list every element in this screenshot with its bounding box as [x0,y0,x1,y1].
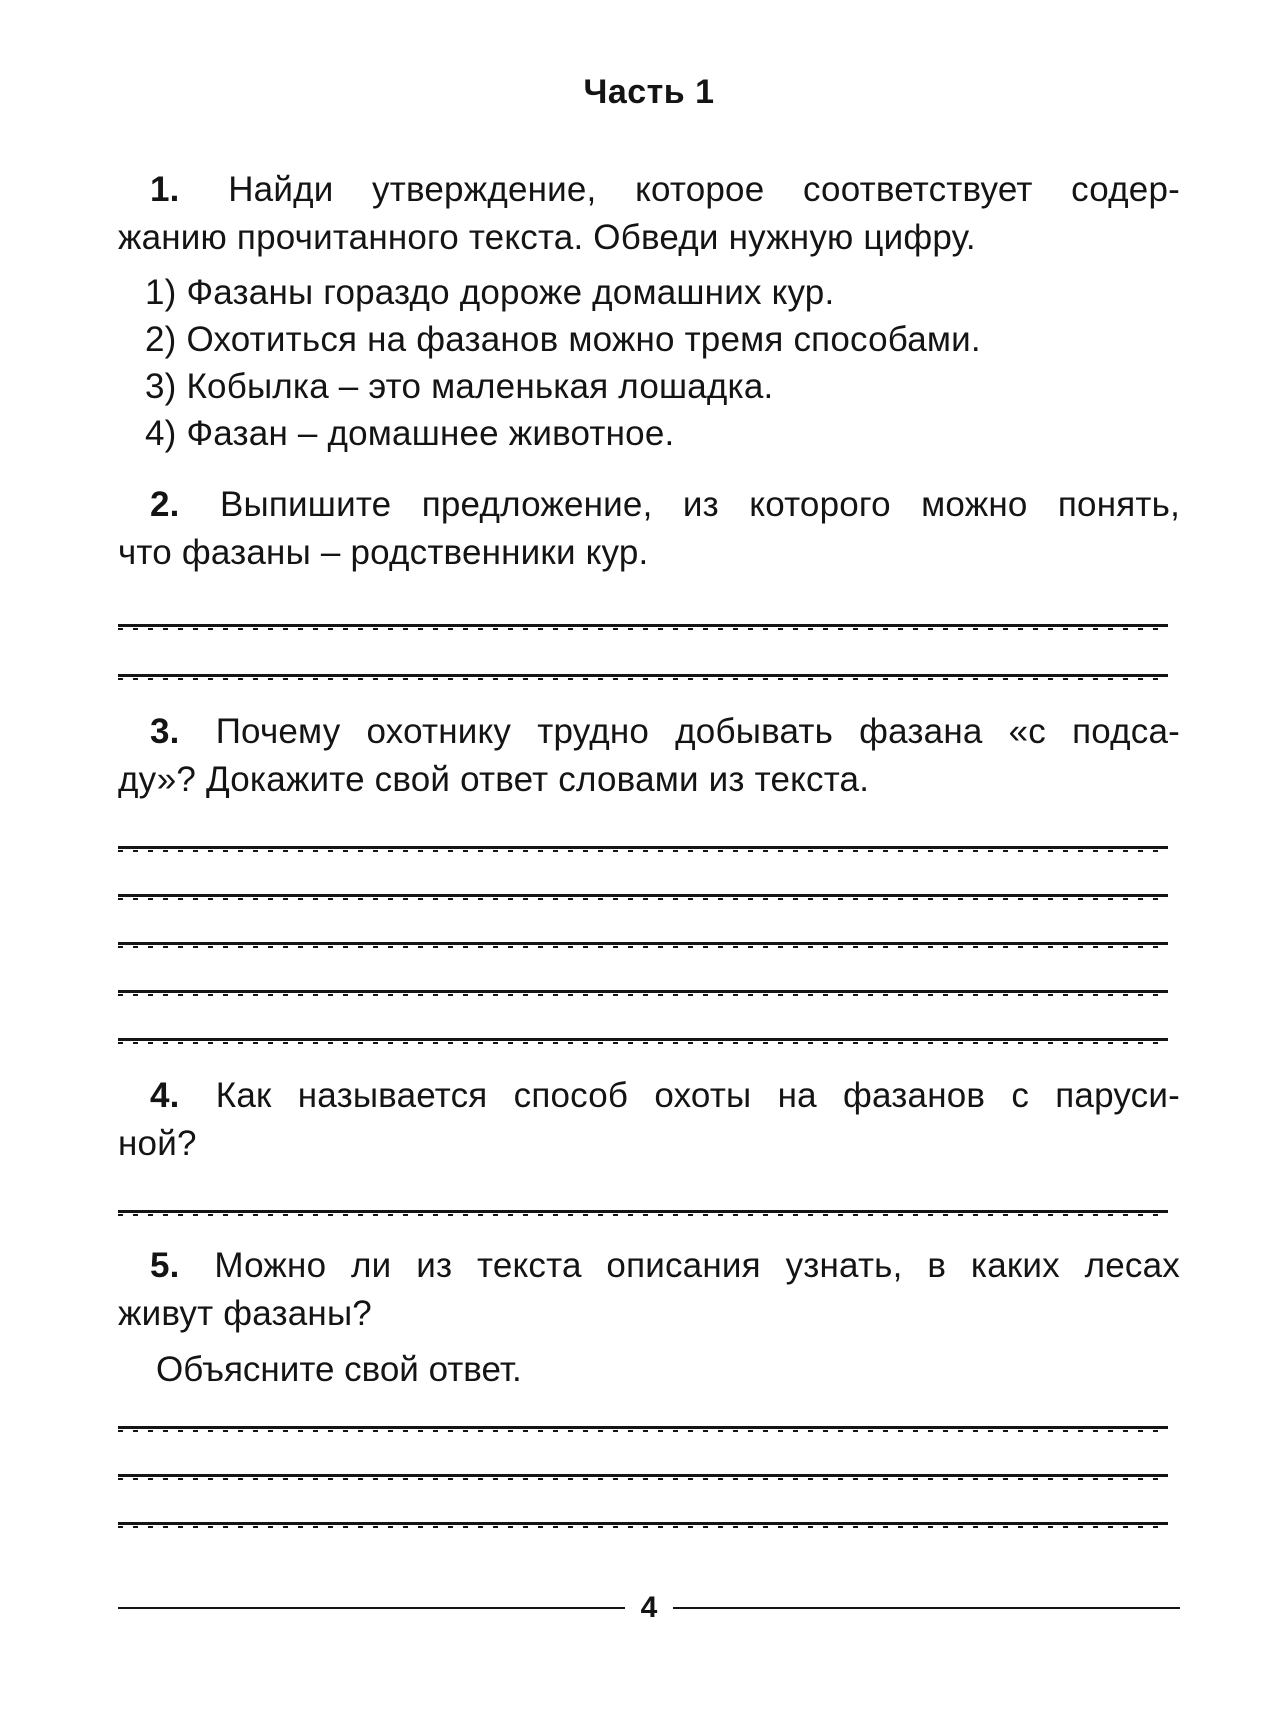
question-2-line-1 [118,481,1180,529]
answer-option-1: 1) Фазаны гораздо дороже домашних кур. [145,273,835,312]
writing-rule [118,674,1168,680]
answer-line [118,1432,1180,1480]
writing-rule [118,1038,1168,1044]
page-footer [118,1592,1180,1624]
writing-rule [118,1522,1168,1528]
question-4-line-2: ной? [118,1124,197,1163]
question-4 [118,1072,1180,1168]
writing-rule [118,990,1168,996]
answer-lines-q2 [118,580,1180,680]
answer-line [118,996,1180,1044]
question-5-line-1 [118,1242,1180,1290]
footer-rule-right [673,1607,1180,1609]
question-5-text: Можно ли из текста описания узнать, в каких лесах [214,1246,1180,1285]
question-2-text: Выпишите предложение, из которого можно понять, [220,485,1180,524]
question-4-line-1 [118,1072,1180,1120]
answer-line [118,852,1180,900]
question-2-number: 2. [150,485,180,524]
question-3-line-1 [118,708,1180,756]
writing-rule [118,894,1168,900]
question-3-line-2: ду»? Докажите свой ответ словами из текста. [118,760,870,799]
writing-rule [118,1426,1168,1432]
writing-rule [118,624,1168,630]
page-number: 4 [640,1591,658,1624]
question-4-number: 4. [150,1076,180,1115]
question-1-number: 1. [150,170,180,209]
answer-option-2: 2) Охотиться на фазанов можно тремя способами. [145,320,981,359]
footer-rule-left [118,1607,625,1609]
question-5-followup: Объясните свой ответ. [156,1350,522,1389]
question-5-line-2: живут фазаны? [118,1294,372,1333]
writing-rule [118,1210,1168,1216]
answer-option-4: 4) Фазан – домашнее животное. [145,414,675,453]
answer-line [118,900,1180,948]
question-3 [118,708,1180,804]
writing-rule [118,846,1168,852]
answer-lines-q4 [118,1168,1180,1216]
answer-line [118,1480,1180,1528]
question-4-text: Как называется способ охоты на фазанов с паруси- [215,1076,1180,1115]
page-body [118,0,1180,1624]
question-5 [118,1242,1180,1338]
answer-line [118,804,1180,852]
question-1-line-1 [118,166,1180,214]
question-3-number: 3. [150,712,180,751]
writing-rule [118,942,1168,948]
answer-option-3: 3) Кобылка – это маленькая лошадка. [145,367,774,406]
part-title: Часть 1 [583,73,715,111]
question-1-line-2: жанию прочитанного текста. Обведи нужную цифру. [118,218,976,257]
question-2-line-2: что фазаны – родственники кур. [118,533,649,572]
answer-line [118,630,1180,680]
question-1 [118,166,1180,262]
question-2 [118,481,1180,577]
question-5-number: 5. [150,1246,180,1285]
answer-line [118,948,1180,996]
answer-line [118,1168,1180,1216]
question-1-options [118,269,1180,457]
question-3-text: Почему охотнику трудно добывать фазана «с подса- [215,712,1180,751]
answer-lines-q3 [118,804,1180,1044]
writing-rule [118,1474,1168,1480]
answer-lines-q5 [118,1384,1180,1528]
question-1-text: Найди утверждение, которое соответствует содер- [228,170,1180,209]
answer-line [118,580,1180,630]
